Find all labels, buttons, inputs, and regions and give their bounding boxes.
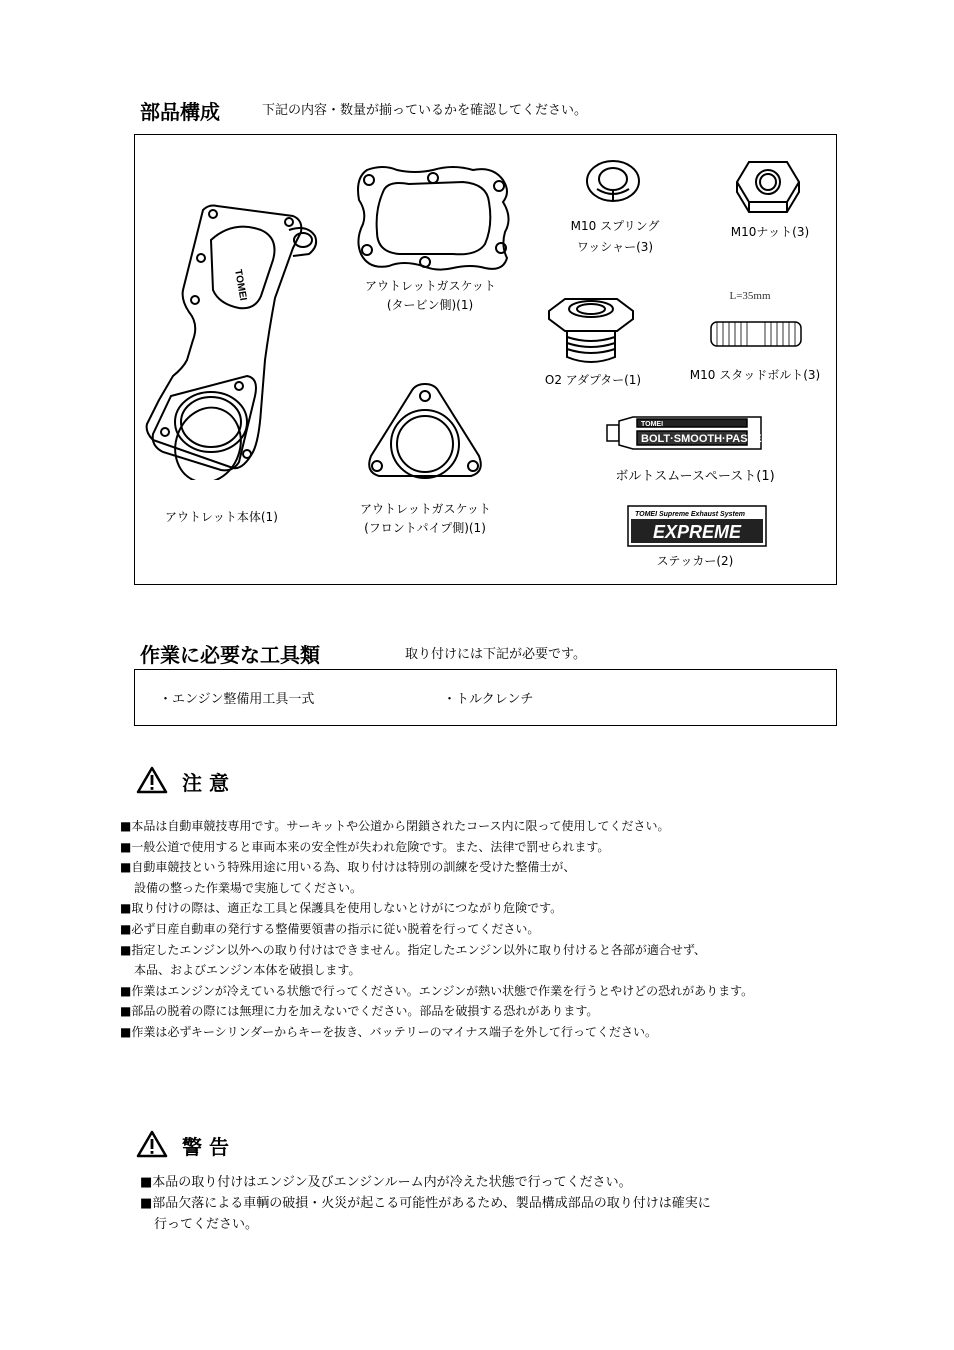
sticker-illustration [627, 505, 767, 547]
paste-label-text: BOLT·SMOOTH·PASTE [641, 433, 762, 445]
warning-title: 警 告 [182, 1135, 229, 1159]
caution-warning-icon [136, 766, 168, 794]
caution-list [120, 816, 753, 1043]
gasket-front-label-1: アウトレットガスケット [360, 502, 491, 516]
caution-line: 本品、およびエンジン本体を破損します。 [134, 963, 361, 978]
sticker-tag-text: TOMEI Supreme Exhaust System [635, 511, 745, 518]
caution-line: ■自動車競技という特殊用途に用いる為、取り付けは特別の訓練を受けた整備士が、 [120, 860, 576, 875]
sticker-label: ステッカー(2) [656, 554, 734, 568]
outlet-body-label: アウトレット本体(1) [165, 510, 278, 524]
outlet-body-illustration [143, 200, 323, 480]
tool-item-engine-tools: ・エンジン整備用工具一式 [159, 692, 315, 707]
spring-washer-illustration [583, 155, 643, 203]
parts-title: 部品構成 [140, 100, 220, 124]
paste-tube-illustration [605, 411, 765, 453]
gasket-turbine-label-1: アウトレットガスケット [365, 279, 496, 293]
gasket-front-label-2: (フロントパイプ側)(1) [364, 521, 486, 535]
tools-title: 作業に必要な工具類 [140, 643, 320, 667]
caution-line: ■部品の脱着の際には無理に力を加えないでください。部品を破損する恐れがあります。 [120, 1004, 599, 1019]
caution-line: ■必ず日産自動車の発行する整備要領書の指示に従い脱着を行ってください。 [120, 921, 540, 936]
caution-line: ■本品は自動車競技専用です。サーキットや公道から閉鎖されたコース内に限って使用してください。 [120, 819, 670, 833]
outlet-tomei-mark: TOMEI [232, 268, 249, 302]
gasket-front-illustration [363, 380, 487, 485]
stud-length-label: L=35mm [729, 290, 771, 302]
caution-title: 注 意 [182, 771, 229, 795]
gasket-turbine-label-2: (タービン側)(1) [386, 298, 474, 312]
caution-line: ■指定したエンジン以外への取り付けはできません。指定したエンジン以外に取り付けると各部が適合せず、 [120, 942, 706, 957]
parts-subtitle: 下記の内容・数量が揃っているかを確認してください。 [262, 103, 588, 118]
tools-subtitle: 取り付けには下記が必要です。 [405, 647, 586, 662]
tool-item-torque-wrench: ・トルクレンチ [443, 692, 534, 707]
spring-washer-label-2: ワッシャー(3) [576, 240, 654, 254]
o2-adapter-label: O2 アダプター(1) [544, 373, 642, 387]
tools-box [134, 669, 837, 726]
parts-box [134, 134, 837, 585]
warning-line: ■部品欠落による車輌の破損・火災が起こる可能性があるため、製品構成部品の取り付けは確実に [140, 1196, 711, 1211]
paste-label: ボルトスムースペースト(1) [615, 469, 775, 484]
caution-line: ■一般公道で使用すると車両本来の安全性が失われ危険です。また、法律で罰せられます。 [120, 839, 610, 854]
caution-line: ■作業は必ずキーシリンダーからキーを抜き、バッテリーのマイナス端子を外して行ってください。 [120, 1024, 657, 1039]
warning-list [140, 1172, 711, 1235]
stud-bolt-label: M10 スタッドボルト(3) [689, 368, 821, 382]
o2-adapter-illustration [543, 295, 639, 367]
sticker-main-text: EXPREME [652, 522, 742, 542]
warning-line: ■本品の取り付けはエンジン及びエンジンルーム内が冷えた状態で行ってください。 [140, 1175, 632, 1190]
nut-illustration [735, 158, 801, 214]
nut-label: M10ナット(3) [730, 225, 810, 239]
warning-icon [136, 1130, 168, 1158]
gasket-turbine-illustration [353, 162, 517, 276]
stud-bolt-illustration [707, 318, 805, 350]
paste-tomei-text: TOMEI [641, 421, 664, 428]
caution-line: 設備の整った作業場で実施してください。 [134, 880, 363, 895]
warning-line: 行ってください。 [154, 1217, 259, 1232]
caution-line: ■取り付けの際は、適正な工具と保護具を使用しないとけがにつながり危険です。 [120, 901, 563, 916]
caution-line: ■作業はエンジンが冷えている状態で行ってください。エンジンが熱い状態で作業を行うとやけどの恐れがあります。 [120, 983, 754, 998]
spring-washer-label-1: M10 スプリング [570, 219, 660, 233]
